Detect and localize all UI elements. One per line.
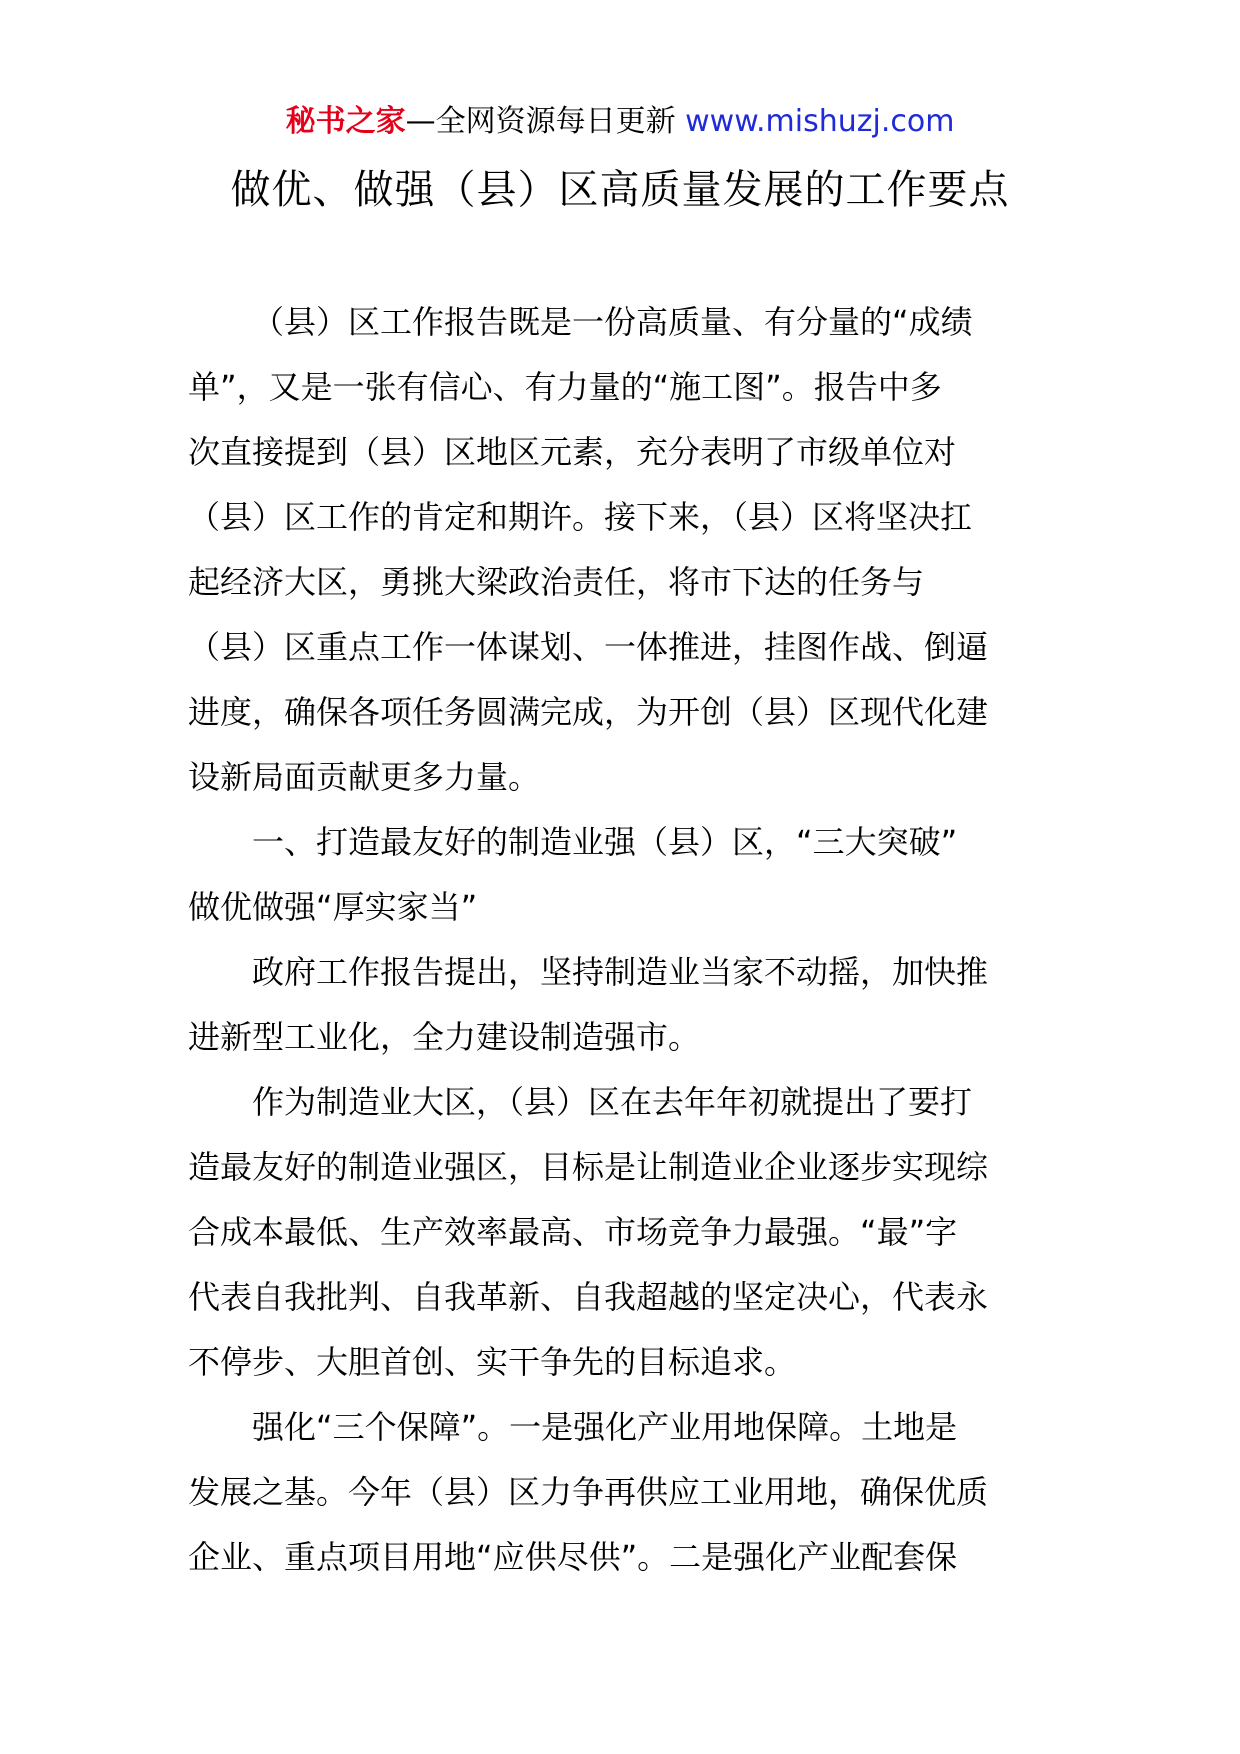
section-heading: [188, 810, 1052, 940]
paragraph-line: （县）区工作报告既是一份高质量、有分量的“成绩: [252, 303, 973, 341]
site-url-link[interactable]: www.mishuzj.com: [685, 104, 955, 139]
paragraph-line: 起经济大区，勇挑大梁政治责任，将市下达的任务与: [188, 563, 925, 601]
paragraph-report: [188, 940, 1052, 1070]
paragraph-line: 发展之基。今年（县）区力争再供应工业用地，确保优质: [188, 1473, 989, 1511]
paragraph-line: 进新型工业化，全力建设制造强市。: [188, 1018, 701, 1056]
paragraph-line: 企业、重点项目用地“应供尽供”。二是强化产业配套保: [188, 1538, 958, 1576]
paragraph-guarantees: [188, 1395, 1052, 1590]
paragraph-line: 次直接提到（县）区地区元素，充分表明了市级单位对: [188, 433, 957, 471]
heading-line: 做优做强“厚实家当”: [188, 888, 478, 926]
paragraph-line: 设新局面贡献更多力量。: [188, 758, 541, 796]
document-body: [188, 290, 1052, 1590]
paragraph-line: 不停步、大胆首创、实干争先的目标追求。: [188, 1343, 797, 1381]
paragraph-line: 造最友好的制造业强区，目标是让制造业企业逐步实现综: [188, 1148, 989, 1186]
site-header: [0, 100, 1240, 144]
paragraph-line: （县）区工作的肯定和期许。接下来，（县）区将坚决扛: [188, 498, 973, 536]
paragraph-line: 政府工作报告提出，坚持制造业当家不动摇，加快推: [252, 953, 989, 991]
paragraph-line: 作为制造业大区，（县）区在去年年初就提出了要打: [252, 1083, 973, 1121]
header-tagline: —全网资源每日更新: [405, 104, 676, 139]
paragraph-line: 进度，确保各项任务圆满完成，为开创（县）区现代化建: [188, 693, 989, 731]
heading-line: 一、打造最友好的制造业强（县）区，“三大突破”: [252, 823, 958, 861]
paragraph-line: 单”，又是一张有信心、有力量的“施工图”。报告中多: [188, 368, 942, 406]
paragraph-line: 代表自我批判、自我革新、自我超越的坚定决心，代表永: [188, 1278, 989, 1316]
paragraph-manufacturing: [188, 1070, 1052, 1395]
document-title: 做优、做强（县）区高质量发展的工作要点: [230, 167, 1010, 213]
brand-name: 秘书之家: [285, 104, 406, 139]
paragraph-intro: [188, 290, 1052, 810]
paragraph-line: （县）区重点工作一体谋划、一体推进，挂图作战、倒逼: [188, 628, 989, 666]
paragraph-line: 强化“三个保障”。一是强化产业用地保障。土地是: [252, 1408, 958, 1446]
paragraph-line: 合成本最低、生产效率最高、市场竞争力最强。“最”字: [188, 1213, 958, 1251]
